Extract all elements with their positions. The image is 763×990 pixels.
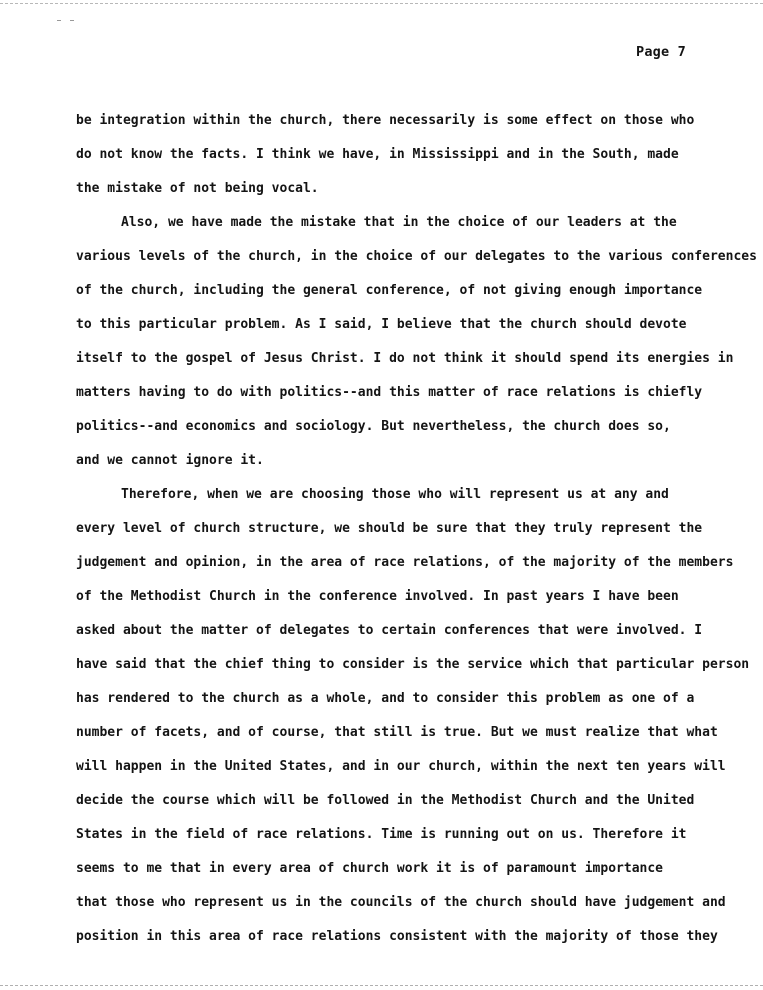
text-line: be integration within the church, there necessarily is some effect on those who: [76, 113, 695, 128]
text-line: itself to the gospel of Jesus Christ. I do not think it should spend its energies in: [76, 351, 734, 366]
text-line: of the church, including the general conference, of not giving enough importance: [76, 283, 703, 298]
text-line: to this particular problem. As I said, I believe that the church should devote: [76, 317, 687, 332]
text-line: the mistake of not being vocal.: [76, 181, 319, 196]
text-line: and we cannot ignore it.: [76, 453, 264, 468]
scan-speck: [57, 20, 61, 21]
text-line: do not know the facts. I think we have, in Mississippi and in the South, made: [76, 147, 679, 162]
text-line: of the Methodist Church in the conference involved. In past years I have been: [76, 589, 679, 604]
text-line: judgement and opinion, in the area of race relations, of the majority of the members: [76, 555, 734, 570]
text-line: position in this area of race relations consistent with the majority of those they: [76, 929, 718, 944]
text-line: politics--and economics and sociology. But nevertheless, the church does so,: [76, 419, 671, 434]
text-line: will happen in the United States, and in our church, within the next ten years will: [76, 759, 726, 774]
text-line: seems to me that in every area of church work it is of paramount importance: [76, 861, 663, 876]
text-line: has rendered to the church as a whole, and to consider this problem as one of a: [76, 691, 695, 706]
scan-speck: [70, 20, 74, 21]
top-edge-rule: [0, 3, 763, 4]
text-line: Also, we have made the mistake that in the choice of our leaders at the: [121, 215, 677, 230]
text-line: decide the course which will be followed in the Methodist Church and the United: [76, 793, 695, 808]
text-line: number of facets, and of course, that still is true. But we must realize that what: [76, 725, 718, 740]
body-text: [76, 110, 756, 960]
page-number: Page 7: [636, 44, 686, 60]
text-line: asked about the matter of delegates to certain conferences that were involved. I: [76, 623, 703, 638]
text-line: matters having to do with politics--and this matter of race relations is chiefly: [76, 385, 703, 400]
text-line: States in the field of race relations. Time is running out on us. Therefore it: [76, 827, 687, 842]
text-line: various levels of the church, in the choice of our delegates to the various conferences: [76, 249, 757, 264]
text-line: have said that the chief thing to consider is the service which that particular person: [76, 657, 750, 672]
bottom-edge-rule: [0, 985, 763, 986]
text-line: Therefore, when we are choosing those who will represent us at any and: [121, 487, 669, 502]
text-line: every level of church structure, we should be sure that they truly represent the: [76, 521, 703, 536]
text-line: that those who represent us in the councils of the church should have judgement and: [76, 895, 726, 910]
